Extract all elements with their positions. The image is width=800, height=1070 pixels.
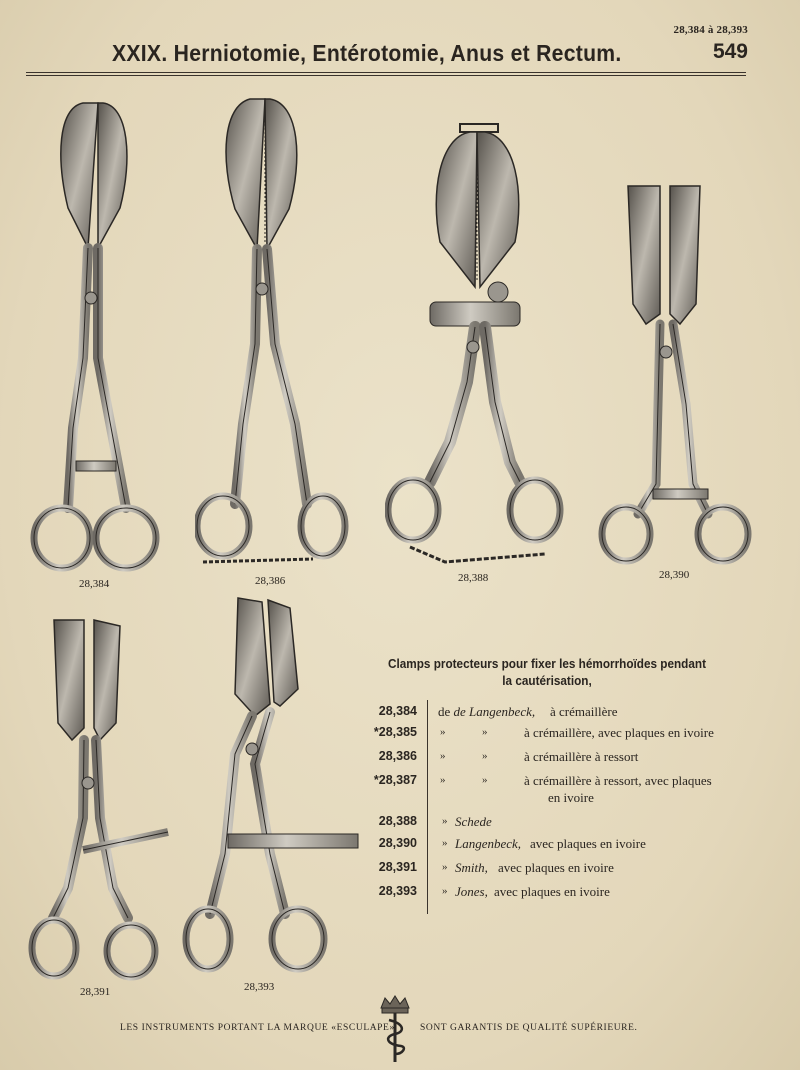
list-divider [427,700,428,914]
item-description: à crémaillère [550,704,618,719]
ditto-mark: » [440,750,446,762]
clamp-28388-illustration [385,122,570,572]
item-description: avec plaques en ivoire [498,860,614,875]
ditto-mark: » [482,774,488,786]
item-code: 28,391 [378,860,417,874]
header-rule [26,72,746,73]
ditto-mark: » [482,750,488,762]
footer-right-text: SONT GARANTIS DE QUALITÉ SUPÉRIEURE. [420,1023,638,1033]
ditto-mark: » [440,774,446,786]
ditto-mark: » [440,726,446,738]
esculape-crown-serpent-logo [377,994,413,1064]
catalog-page: 28,384 à 28,393 XXIX. Herniotomie, Entérotomie, Anus et Rectum. 549 28,384 28,386 28,388 28,390 28,391 28,393 Clamps protecteurs pour fixer les hémorrhoïdes pendant la cautérisation, 28,384 de de Langenbeck, à crémaillère *28,385 » » à crémaillère, avec plaques en ivoire 28,386 » » à crémaillère à ressort *28,387 » » à crémaillère à ressort, avec plaques en ivoire 28,388 » Schede 28,390 » Langenbeck, avec plaques en ivoire 28,391 » Smith, avec plaques en ivoire 28,393 » Jones, avec plaques en ivoire LES INSTRUMENTS PORTANT LA MARQUE «ESCULAPE» SONT GARANTIS DE QUALITÉ SUPÉRIEURE. [0,0,800,1070]
figure-caption: 28,391 [80,986,111,998]
clamp-28393-illustration [180,594,365,979]
item-code: *28,385 [373,725,417,739]
item-description: à crémaillère à ressort [524,749,639,764]
item-description: à crémaillère à ressort, avec plaques [524,773,712,788]
item-name: Schede [455,814,492,829]
clamp-28384-illustration [28,98,168,573]
item-description-cont: en ivoire [548,790,594,805]
ditto-mark: » [442,837,448,849]
item-description: à crémaillère, avec plaques en ivoire [524,725,714,740]
figure-caption: 28,388 [458,572,489,584]
page-number: 549 [712,40,748,63]
figure-caption: 28,384 [79,578,110,590]
item-description: avec plaques en ivoire [530,836,646,851]
item-code: 28,390 [378,836,417,850]
item-name: Jones, [455,884,488,899]
clamp-28391-illustration [28,618,178,983]
footer-left-text: LES INSTRUMENTS PORTANT LA MARQUE «ESCULAPE» [120,1023,395,1033]
item-code: 28,393 [378,884,417,898]
figure-caption: 28,393 [244,981,275,993]
clamp-28390-illustration [598,184,758,569]
ditto-mark: » [442,815,448,827]
clamp-28386-illustration [195,94,350,574]
ditto-mark: » [442,861,448,873]
list-heading-line2: la cautérisation, [502,674,592,688]
item-code: 28,388 [378,814,417,828]
list-heading-line1: Clamps protecteurs pour fixer les hémorrhoïdes pendant [388,657,706,671]
page-title: XXIX. Herniotomie, Entérotomie, Anus et Rectum. [112,40,622,66]
item-code: *28,387 [373,773,417,787]
ditto-mark: » [482,726,488,738]
item-range: 28,384 à 28,393 [673,24,748,36]
figure-caption: 28,386 [255,575,286,587]
item-name: de Langenbeck, [453,704,536,719]
item-name: Smith, [455,860,488,875]
list-heading [383,656,712,690]
item-code: 28,386 [378,749,417,763]
item-description: avec plaques en ivoire [494,884,610,899]
ditto-mark: » [442,885,448,897]
item-name: Langenbeck, [455,836,522,851]
header-rule-2 [26,75,746,76]
item-code: 28,384 [378,704,417,718]
figure-caption: 28,390 [659,569,690,581]
